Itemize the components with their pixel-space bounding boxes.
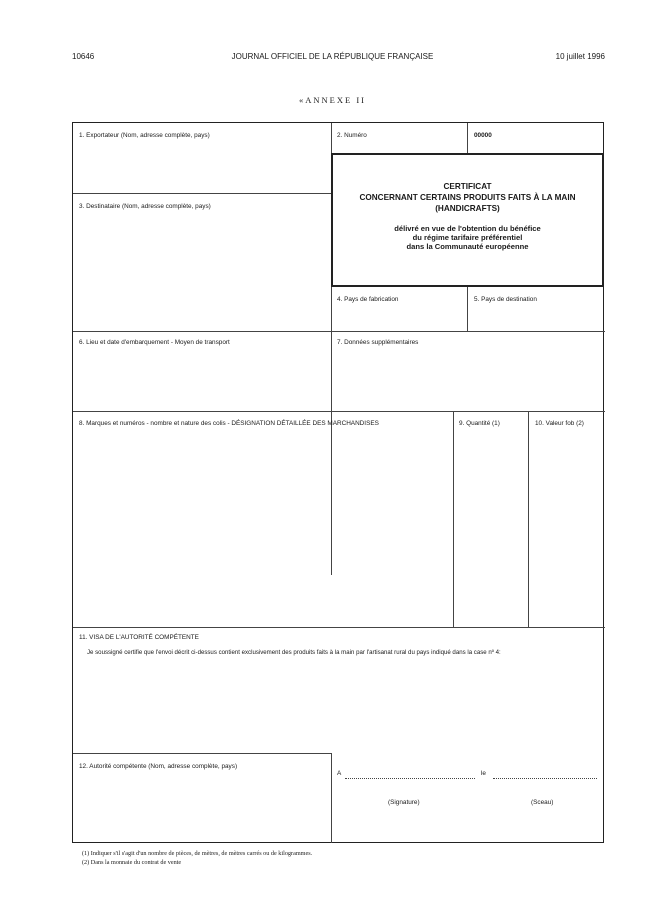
divider	[467, 287, 468, 331]
authority-declaration: Je soussigné certifie que l'envoi décrit ci-dessus contient exclusivement des produits faits à la main par l'artisanat rural du pays indiqué dans la case nº 4:	[87, 649, 501, 656]
divider	[453, 411, 454, 627]
divider	[528, 411, 529, 627]
number-field-label: 2. Numéro	[337, 132, 367, 139]
certificate-subtitle-line: du régime tarifaire préférentiel	[412, 233, 523, 242]
authority-visa-title: 11. VISA DE L'AUTORITÉ COMPÉTENTE	[79, 634, 199, 641]
divider	[73, 627, 605, 628]
certificate-form	[72, 122, 604, 843]
divider	[73, 193, 331, 194]
divider	[331, 123, 332, 153]
divider	[467, 123, 468, 153]
country-of-destination-label: 5. Pays de destination	[474, 296, 537, 303]
certificate-subtitle-line: délivré en vue de l'obtention du bénéfice	[394, 224, 541, 233]
place-prefix: A	[337, 770, 342, 777]
certificate-number[interactable]: 00000	[474, 132, 492, 139]
page-number: 10646	[72, 52, 95, 61]
divider	[73, 753, 331, 754]
competent-authority-label: 12. Autorité compétente (Nom, adresse complète, pays)	[79, 763, 238, 770]
country-of-manufacture-label: 4. Pays de fabrication	[337, 296, 399, 303]
goods-description-label: 8. Marques et numéros - nombre et nature des colis - DÉSIGNATION DÉTAILLÉE DES MARCHANDISES	[79, 420, 379, 427]
quantity-label: 9. Quantité (1)	[459, 420, 500, 427]
date-prefix: le	[481, 770, 486, 777]
place-input-line[interactable]	[345, 778, 475, 779]
divider	[331, 753, 332, 843]
shipment-field-label: 6. Lieu et date d'embarquement - Moyen de transport	[79, 339, 230, 346]
signature-label: (Signature)	[388, 799, 420, 806]
exporter-field-label: 1. Exportateur (Nom, adresse complète, pays)	[79, 132, 210, 139]
divider	[73, 411, 605, 412]
certificate-subtitle-line: dans la Communauté européenne	[406, 242, 529, 251]
publication-date: 10 juillet 1996	[555, 52, 605, 61]
additional-data-label: 7. Données supplémentaires	[337, 339, 419, 346]
footnote: (2) Dans la monnaie du contrat de vente	[82, 859, 182, 866]
annex-title: «ANNEXE II	[299, 95, 366, 105]
certificate-title-line: (HANDICRAFTS)	[435, 204, 500, 213]
journal-title: JOURNAL OFFICIEL DE LA RÉPUBLIQUE FRANÇAISE	[231, 52, 434, 61]
footnote: (1) Indiquer s'il s'agit d'un nombre de pièces, de mètres, de mètres carrés ou de kilogrammes.	[82, 850, 313, 857]
consignee-field-label: 3. Destinataire (Nom, adresse complète, pays)	[79, 203, 211, 210]
seal-label: (Sceau)	[531, 799, 554, 806]
certificate-title-line: CONCERNANT CERTAINS PRODUITS FAITS À LA MAIN	[359, 193, 576, 202]
divider	[73, 331, 605, 332]
date-input-line[interactable]	[493, 778, 597, 779]
certificate-title-box	[331, 153, 604, 287]
certificate-title-line: CERTIFICAT	[443, 182, 492, 191]
fob-value-label: 10. Valeur fob (2)	[535, 420, 584, 427]
